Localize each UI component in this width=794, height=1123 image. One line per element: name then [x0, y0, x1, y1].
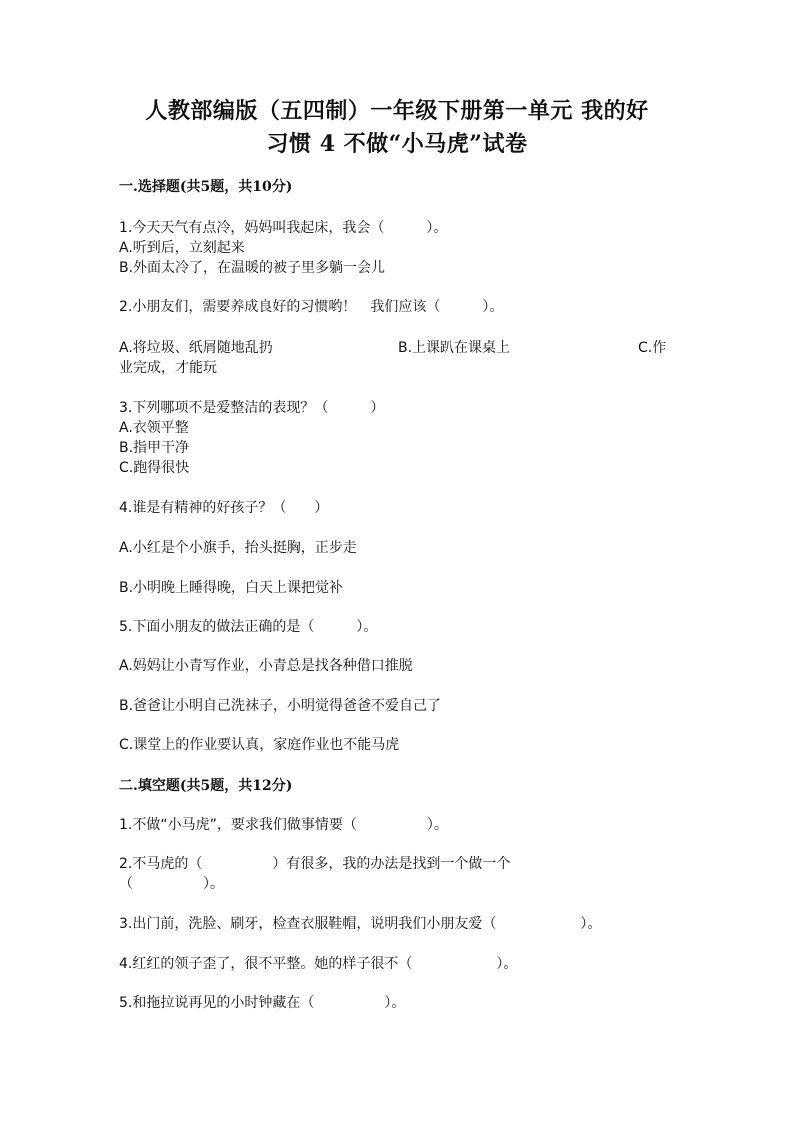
- question-4-option-a: A.小红是个小旗手，抬头挺胸，正步走: [119, 540, 357, 556]
- fill-question-2-line-2: （ ）。: [119, 876, 224, 892]
- question-5-stem: 5.下面小朋友的做法正确的是（ ）。: [119, 619, 378, 635]
- question-3-stem: 3.下列哪项不是爱整洁的表现？（ ）: [119, 400, 385, 416]
- question-2-option-b: B.上课趴在课桌上: [398, 340, 511, 356]
- section-heading-choice: 一.选择题(共5题，共10分): [119, 179, 293, 195]
- question-2-option-c-end: 业完成，才能玩: [119, 360, 217, 376]
- fill-question-4: 4.红红的领子歪了，很不平整。她的样子很不（ ）。: [119, 956, 518, 972]
- section-heading-fill-blank: 二.填空题(共5题，共12分): [119, 778, 293, 794]
- question-5-option-b: B.爸爸让小明自己洗袜子，小明觉得爸爸不爱自己了: [119, 698, 442, 714]
- question-3-option-a: A.衣领平整: [119, 420, 189, 436]
- question-1-stem: 1.今天天气有点冷，妈妈叫我起床，我会（ ）。: [119, 220, 448, 236]
- question-2-stem: 2.小朋友们，需要养成良好的习惯哟！ 我们应该（ ）。: [119, 299, 504, 315]
- question-4-option-b: B.小明晚上睡得晚，白天上课把觉补: [119, 580, 344, 596]
- exam-title-line-1: 人教部编版（五四制）一年级下册第一单元 我的好: [145, 98, 649, 124]
- fill-question-5: 5.和拖拉说再见的小时钟藏在（ ）。: [119, 995, 406, 1011]
- fill-question-2-line-1: 2.不马虎的（ ）有很多，我的办法是找到一个做一个: [119, 856, 511, 872]
- question-3-option-c: C.跑得很快: [119, 460, 190, 476]
- question-3-option-b: B.指甲干净: [119, 440, 190, 456]
- fill-question-1: 1.不做“小马虎”，要求我们做事情要（ ）。: [119, 817, 448, 833]
- question-1-option-b: B.外面太冷了，在温暖的被子里多躺一会儿: [119, 260, 386, 276]
- question-2-option-a: A.将垃圾、纸屑随地乱扔: [119, 340, 273, 356]
- question-1-option-a: A.听到后，立刻起来: [119, 240, 245, 256]
- question-5-option-a: A.妈妈让小青写作业，小青总是找各种借口推脱: [119, 658, 413, 674]
- fill-question-3: 3.出门前，洗脸、刷牙，检查衣服鞋帽，说明我们小朋友爱（ ）。: [119, 916, 602, 932]
- question-4-stem: 4.谁是有精神的好孩子？（ ）: [119, 500, 329, 516]
- question-2-option-c-start: C.作: [638, 340, 667, 356]
- question-5-option-c: C.课堂上的作业要认真，家庭作业也不能马虎: [119, 737, 400, 753]
- exam-title-line-2: 习惯 4 不做“小马虎”试卷: [266, 131, 528, 157]
